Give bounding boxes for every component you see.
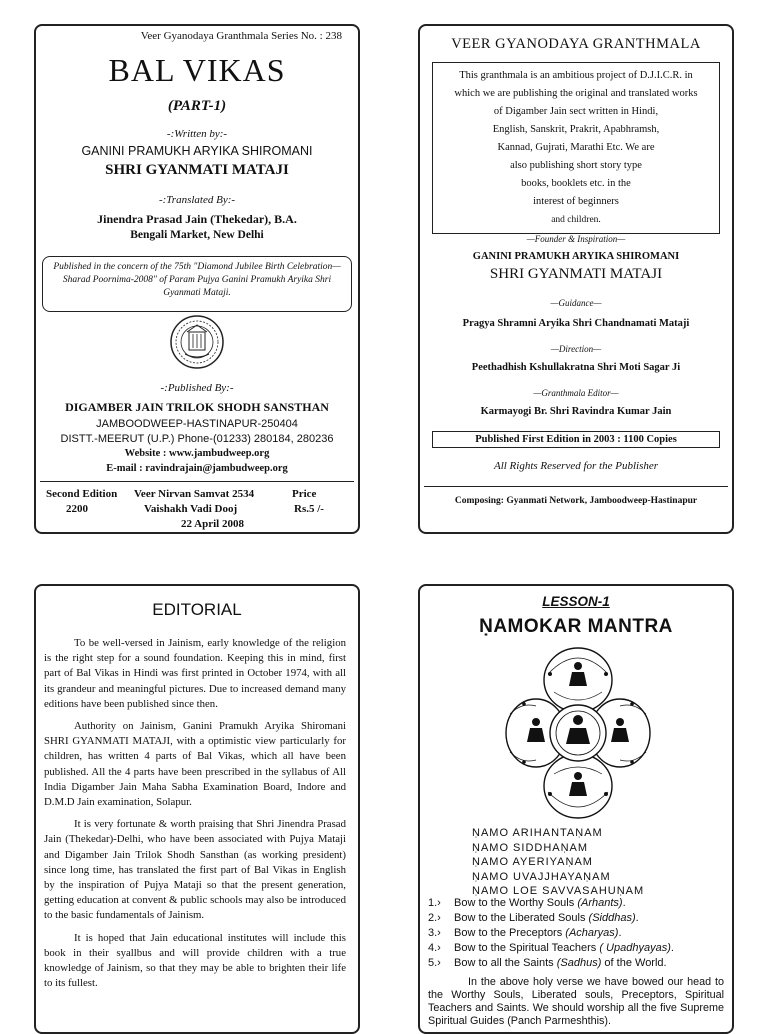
website[interactable]: Website : www.jambudweep.org <box>124 448 270 459</box>
translation-item: 1.› Bow to the Worthy Souls (Arhants). <box>428 897 626 909</box>
lesson-explanation: In the above holy verse we have bowed our head to the Worthy Souls, Liberated souls, Preceptors, Spiritual Teachers and Saints. We should worship all the five Supreme Spiritual Guides (Panch Parmeshthis). <box>428 976 724 1027</box>
granthmala-description <box>432 62 720 234</box>
description-line: interest of beginners <box>533 196 619 207</box>
founder-name: SHRI GYANMATI MATAJI <box>489 266 663 282</box>
written-by-label: -:Written by:- <box>166 128 228 140</box>
samvat: Veer Nirvan Samvat 2534 <box>134 488 255 500</box>
composing-credit: Composing: Gyanmati Network, Jamboodweep-Hastinapur <box>454 496 698 506</box>
book-title: BAL VIKAS <box>108 52 286 88</box>
date-gregorian: 22 April 2008 <box>181 518 244 530</box>
mantra-line: ṆAMO AYERIYAṆAM <box>472 856 593 868</box>
description-line: books, booklets etc. in the <box>521 178 631 189</box>
edition-info <box>44 488 350 534</box>
translation-item: 4.› Bow to the Spiritual Teachers ( Upadhyayas). <box>428 942 674 954</box>
translation-item: 2.› Bow to the Liberated Souls (Siddhas). <box>428 912 639 924</box>
editorial-body <box>44 636 346 998</box>
rights-statement: All Rights Reserved for the Publisher <box>493 460 659 472</box>
first-edition-box: Published First Edition in 2003 : 1100 Copies <box>432 431 720 448</box>
author-title: GANINI PRAMUKH ARYIKA SHIROMANI <box>81 144 313 158</box>
description-line: which we are publishing the original and translated works <box>454 88 698 99</box>
editorial-page <box>34 584 360 1034</box>
lesson-page <box>418 584 734 1034</box>
edition-label: Second Edition <box>46 488 118 500</box>
founder-title: GANINI PRAMUKH ARYIKA SHIROMANI <box>472 251 680 262</box>
series-number: Veer Gyanodaya Granthmala Series No. : 238 <box>140 30 342 42</box>
editorial-paragraph: It is very fortunate & worth praising that Shri Jinendra Prasad Jain (Thekedar)-Delhi, who have been associated with Pujya Mataji and Digamber Jain Trilok Shodh Sansthan (as working president) since long time, has translated the first part of Bal Vikas in English by the inspiration of Pujya Mataji so that the present generation, getting education at convent & public schools may also be introduced to the basic fundamentals of Jainism. <box>44 818 346 922</box>
description-line: This granthmala is an ambitious project of D.J.I.C.R. in <box>459 70 693 81</box>
lesson-title: ṆAMOKAR MANTRA <box>479 616 673 637</box>
description-line: Kannad, Gujrati, Marathi Etc. We are <box>497 142 655 153</box>
author-name: SHRI GYANMATI MATAJI <box>105 162 289 178</box>
translator-address: Bengali Market, New Delhi <box>130 229 264 241</box>
dedication-note: Published in the concern of the 75th "Diamond Jubilee Birth Celebration—Sharad Poornima-2008" of Param Pujya Ganini Pramukh Aryika Shri Gyanmati Mataji. <box>42 256 352 312</box>
granthmala-page <box>418 24 734 534</box>
publisher-address-2: DISTT.-MEERUT (U.P.) Phone-(01233) 280184, 280236 <box>60 433 334 445</box>
translation-item: 5.› Bow to all the Saints (Sadhus) of the World. <box>428 957 667 969</box>
published-by-label: -:Published By:- <box>160 382 234 394</box>
guidance-name: Pragya Shramni Aryika Shri Chandnamati Mataji <box>462 318 690 329</box>
email[interactable]: E-mail : ravindrajain@jambudweep.org <box>106 463 288 474</box>
part-label: (PART-1) <box>167 98 227 114</box>
date-vaishakh: Vaishakh Vadi Dooj <box>144 503 238 515</box>
editor-label: —Granthmala Editor— <box>533 388 619 398</box>
mantra-line: ṆAMO UVAJJHAYAṆAM <box>472 870 611 883</box>
description-line: and children. <box>551 215 601 225</box>
edition-count: 2200 <box>66 503 88 515</box>
cover-page <box>34 24 360 534</box>
price-label: Price <box>292 488 317 500</box>
translated-by-label: -:Translated By:- <box>158 194 236 206</box>
translator-name: Jinendra Prasad Jain (Thekedar), B.A. <box>97 212 297 226</box>
price: Rs.5 /- <box>294 503 324 515</box>
founder-label: —Founder & Inspiration— <box>526 234 626 244</box>
granthmala-heading: VEER GYANODAYA GRANTHMALA <box>451 36 701 52</box>
editor-name: Karmayogi Br. Shri Ravindra Kumar Jain <box>480 406 672 417</box>
description-line: also publishing short story type <box>510 160 642 171</box>
mantra-line: ṆAMO SIDDHAṆAM <box>472 841 589 854</box>
mantra-line: ṆAMO LOE SAVVASAHUṆAM <box>472 885 645 897</box>
panch-parmeshthi-illustration-icon <box>504 644 652 822</box>
institution-seal-icon <box>169 314 225 370</box>
lesson-label: LESSON-1 <box>542 594 610 609</box>
guidance-label: —Guidance— <box>550 298 602 308</box>
description-line: of Digamber Jain sect written in Hindi, <box>493 106 659 117</box>
mantra-translation-list <box>428 896 724 971</box>
editorial-paragraph: Authority on Jainism, Ganini Pramukh Aryika Shiromani SHRI GYANMATI MATAJI, with a optimistic view particularly for children, has written 4 parts of Bal Vikas, which all have been published. All the 4 parts have been prescribed in the syllabus of All India Digamber Jain Maha Sabha Examination Board, Indore and D.M.D Jain examination, Solapur. <box>44 720 346 809</box>
publisher-address-1: JAMBOODWEEP-HASTINAPUR-250404 <box>96 418 298 430</box>
mantra-verse <box>472 826 644 899</box>
description-line: English, Sanskrit, Prakrit, Apabhramsh, <box>492 124 660 135</box>
divider <box>40 481 354 482</box>
divider <box>424 486 728 487</box>
editorial-title: EDITORIAL <box>152 600 242 619</box>
translation-item: 3.› Bow to the Preceptors (Acharyas). <box>428 927 622 939</box>
editorial-paragraph: To be well-versed in Jainism, early knowledge of the religion is the right step for a sound foundation. Keeping this in mind, first part of Bal Vikas in Hindi was first printed in October 1974, with all its grandeur and meaningful pictures. Due to increased demand many editions have been published since then. <box>44 637 346 710</box>
mantra-line: ṆAMO ARIHANTAṆAM <box>472 827 603 839</box>
publisher-name: DIGAMBER JAIN TRILOK SHODH SANSTHAN <box>65 400 329 414</box>
direction-name: Peethadhish Kshullakratna Shri Moti Sagar Ji <box>471 362 681 373</box>
direction-label: —Direction— <box>550 344 602 354</box>
editorial-paragraph: It is hoped that Jain educational institutes will include this book in their syallbus and will provide children with a true knowledge of Jainism, so that they may be able to brighten their life to its fullest. <box>44 931 346 990</box>
